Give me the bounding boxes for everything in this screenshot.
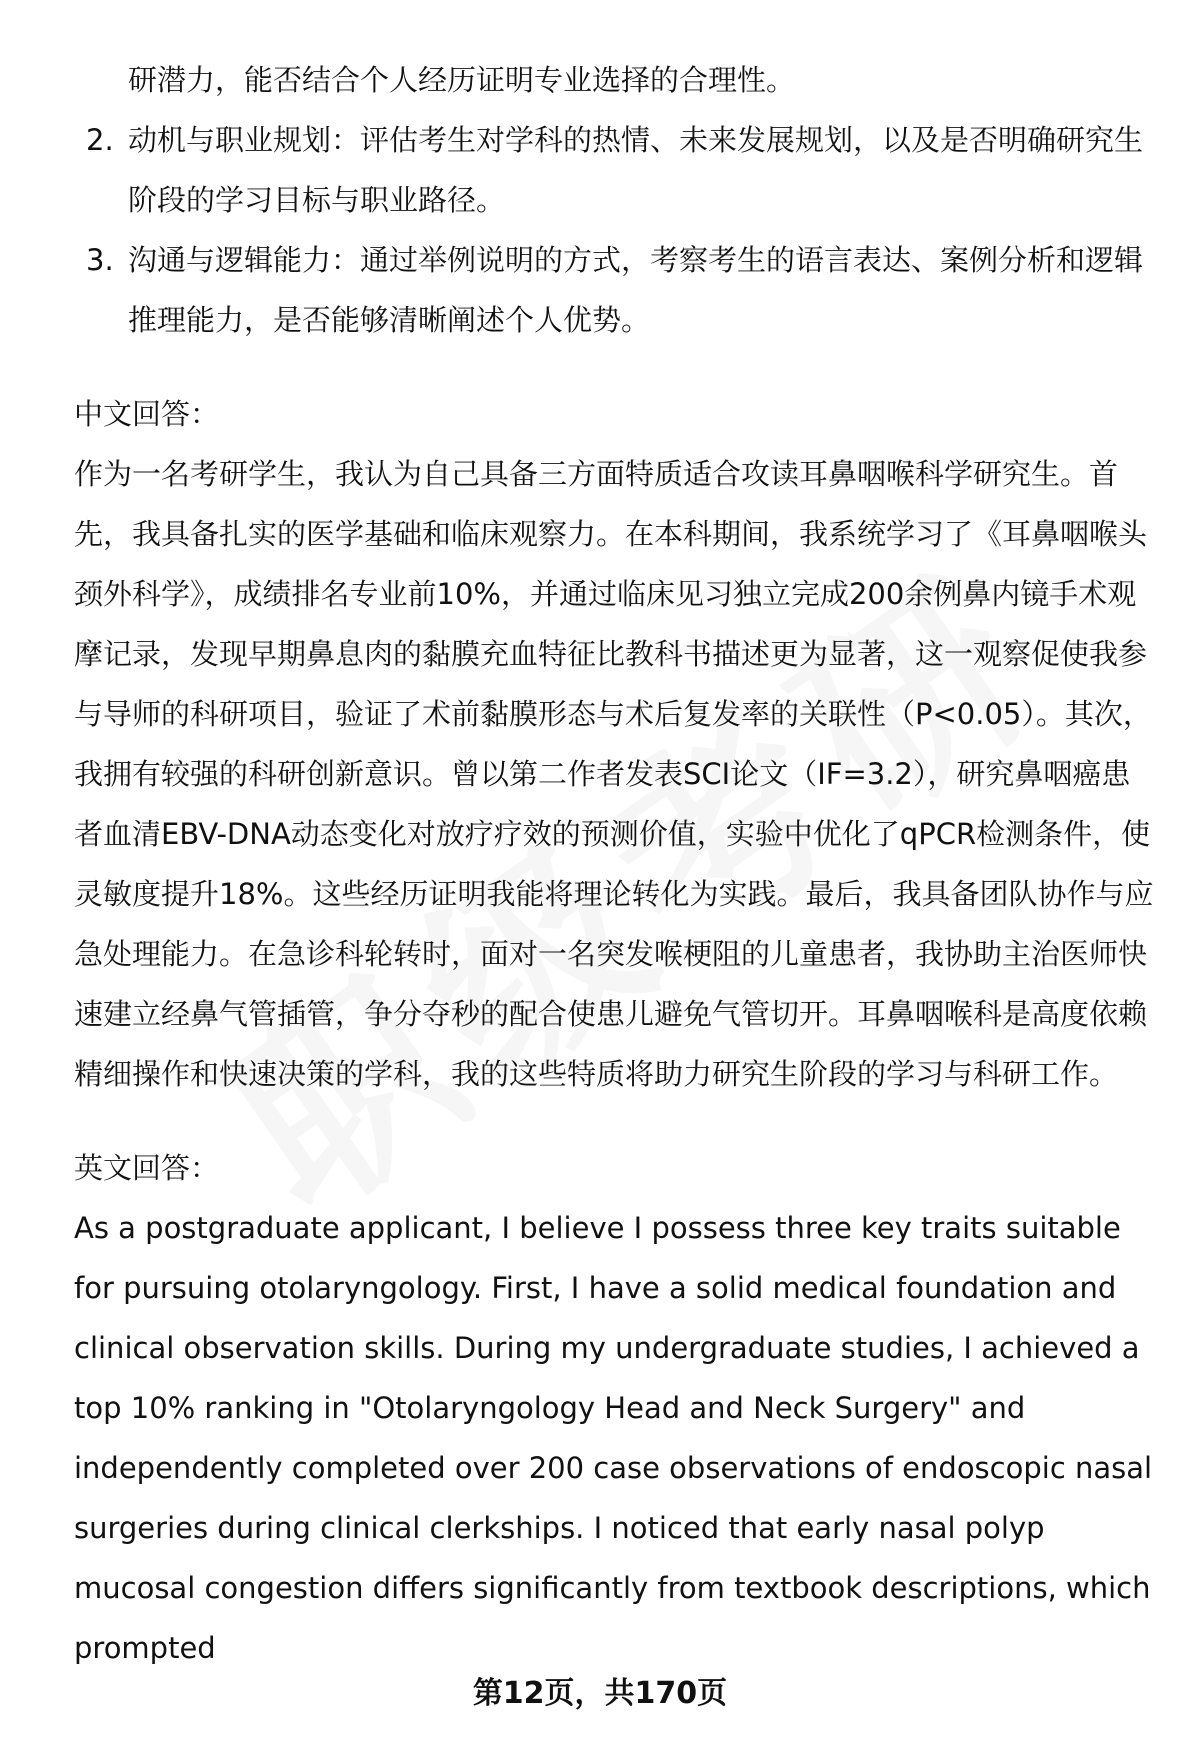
list-item-text: 沟通与逻辑能力：通过举例说明的方式，考察考生的语言表达、案例分析和逻辑推理能力，是否能够清晰阐述个人优势。 bbox=[128, 243, 1144, 337]
chinese-answer-body: 作为一名考研学生，我认为自己具备三方面特质适合攻读耳鼻咽喉科学研究生。首先，我具备扎实的医学基础和临床观察力。在本科期间，我系统学习了《耳鼻咽喉头颈外科学》，成绩排名专业前10%，并通过临床见习独立完成200余例鼻内镜手术观摩记录，发现早期鼻息肉的黏膜充血特征比教科书描述更为显著，这一观察促使我参与导师的科研项目，验证了术前黏膜形态与术后复发率的关联性（P<0.05）。其次，我拥有较强的科研创新意识。曾以第二作者发表SCI论文（IF=3.2），研究鼻咽癌患者血清EBV-DNA动态变化对放疗疗效的预测价值，实验中优化了qPCR检测条件，使灵敏度提升18%。这些经历证明我能将理论转化为实践。最后，我具备团队协作与应急处理能力。在急诊科轮转时，面对一名突发喉梗阻的儿童患者，我协助主治医师快速建立经鼻气管插管，争分夺秒的配合使患儿避免气管切开。耳鼻咽喉科是高度依赖精细操作和快速决策的学科，我的这些特质将助力研究生阶段的学习与科研工作。 bbox=[74, 457, 1154, 1091]
english-answer-heading: 英文回答： bbox=[74, 1151, 220, 1185]
page-number-footer: 第12页，共170页 bbox=[472, 1676, 728, 1711]
list-item bbox=[74, 110, 1154, 230]
list-item bbox=[74, 230, 1154, 350]
list-item-number: 2. bbox=[86, 123, 114, 157]
list-item-text: 动机与职业规划：评估考生对学科的热情、未来发展规划，以及是否明确研究生阶段的学习目标与职业路径。 bbox=[128, 123, 1144, 217]
chinese-answer-heading: 中文回答： bbox=[74, 397, 220, 431]
criteria-list bbox=[74, 110, 1154, 350]
intro-continuation-line: 研潜力，能否结合个人经历证明专业选择的合理性。 bbox=[128, 63, 796, 97]
english-answer-body: As a postgraduate applicant, I believe I possess three key traits suitable for pursuing otolaryngology. First, I have a solid medical foundation and clinical observation skills. During my undergraduate studies, I achieved a top 10% ranking in "Otolaryngology Head and Neck Surgery" and independently completed over 200 case observations of endoscopic nasal surgeries during clinical clerkships. I noticed that early nasal polyp mucosal congestion differs significantly from textbook descriptions, which prompted bbox=[74, 1211, 1153, 1665]
page-content bbox=[74, 50, 1154, 1678]
list-item-number: 3. bbox=[86, 243, 114, 277]
